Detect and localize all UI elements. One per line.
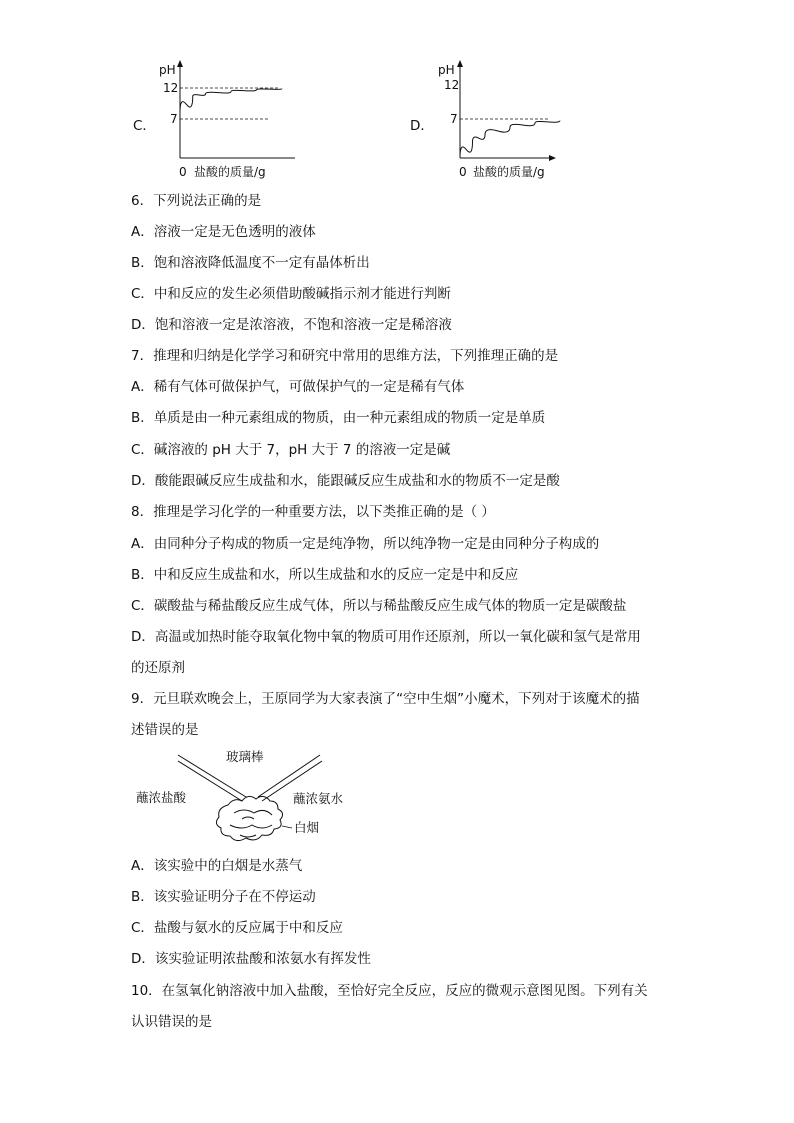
q10-stem-line1: 10．在氢氧化钠溶液中加入盐酸，至恰好完全反应，反应的微观示意图见图。下列有关: [131, 983, 648, 999]
q7-option-a: A．稀有气体可做保护气，可做保护气的一定是稀有气体: [131, 379, 465, 395]
x-axis-label: 盐酸的质量/g: [473, 165, 545, 179]
smoke-pointer: [282, 826, 292, 828]
magic-smoke-figure: [130, 745, 370, 854]
q8-option-d-line2: 的还原剂: [131, 660, 185, 676]
origin-label: 0: [179, 165, 187, 179]
label-glass-rod: 玻璃棒: [226, 749, 264, 764]
q6-option-a: A．溶液一定是无色透明的液体: [131, 224, 316, 240]
q7-option-d: D．酸能跟碱反应生成盐和水，能跟碱反应生成盐和水的物质不一定是酸: [131, 473, 560, 489]
option-d-label: D．: [410, 118, 434, 134]
y-axis-arrow: [177, 60, 183, 67]
q9-option-a: A．该实验中的白烟是水蒸气: [131, 858, 303, 874]
q8-option-d-line1: D．高温或加热时能夺取氧化物中氧的物质可用作还原剂，所以一氧化碳和氢气是常用: [131, 629, 641, 645]
q10-stem-line2: 认识错误的是: [131, 1014, 212, 1030]
q6-option-c: C．中和反应的发生必须借助酸碱指示剂才能进行判断: [131, 286, 451, 302]
q7-option-b: B．单质是由一种元素组成的物质，由一种元素组成的物质一定是单质: [131, 410, 546, 426]
series-line: [180, 89, 282, 113]
tick-label-7: 7: [450, 112, 458, 126]
q6-option-d: D．饱和溶液一定是浓溶液，不饱和溶液一定是稀溶液: [131, 317, 452, 333]
tick-label-12: 12: [444, 78, 460, 92]
chart-c: [150, 58, 300, 192]
q8-option-b: B．中和反应生成盐和水，所以生成盐和水的反应一定是中和反应: [131, 567, 519, 583]
q9-option-d: D．该实验证明浓盐酸和浓氨水有挥发性: [131, 951, 371, 967]
q9-stem-line1: 9．元旦联欢晚会上，王原同学为大家表演了“空中生烟”小魔术，下列对于该魔术的描: [131, 691, 640, 707]
y-axis-label: pH: [159, 63, 176, 77]
q8-option-c: C．碳酸盐与稀盐酸反应生成气体，所以与稀盐酸反应生成气体的物质一定是碳酸盐: [131, 598, 627, 614]
q6-stem: 6．下列说法正确的是: [131, 193, 262, 209]
q7-stem: 7．推理和归纳是化学学习和研究中常用的思维方法，下列推理正确的是: [131, 348, 559, 364]
q8-option-a: A．由同种分子构成的物质一定是纯净物，所以纯净物一定是由同种分子构成的: [131, 536, 600, 552]
q7-option-c: C．碱溶液的 pH 大于 7，pH 大于 7 的溶液一定是碱: [131, 442, 451, 458]
q9-option-b: B．该实验证明分子在不停运动: [131, 889, 316, 905]
label-white-smoke: 白烟: [294, 820, 320, 835]
origin-label: 0: [459, 165, 467, 179]
label-conc-ammonia: 蘸浓氨水: [293, 791, 344, 806]
option-c-label: C．: [133, 118, 156, 134]
y-axis-label: pH: [438, 63, 455, 77]
x-axis-label: 盐酸的质量/g: [194, 165, 266, 179]
left-rod-edge: [178, 761, 242, 801]
q9-stem-line2: 述错误的是: [131, 722, 199, 738]
y-axis-arrow: [457, 60, 463, 67]
q8-stem: 8．推理是学习化学的一种重要方法，以下类推正确的是（ ）: [131, 504, 495, 520]
chart-d: [430, 58, 580, 192]
label-conc-hcl: 蘸浓盐酸: [136, 790, 187, 805]
smoke-cloud: [216, 796, 282, 840]
tick-label-12: 12: [163, 81, 179, 95]
q6-option-b: B．饱和溶液降低温度不一定有晶体析出: [131, 255, 370, 271]
tick-label-7: 7: [170, 112, 178, 126]
series-line: [460, 121, 560, 158]
x-axis-arrow: [549, 155, 556, 161]
q9-option-c: C．盐酸与氨水的反应属于中和反应: [131, 920, 343, 936]
